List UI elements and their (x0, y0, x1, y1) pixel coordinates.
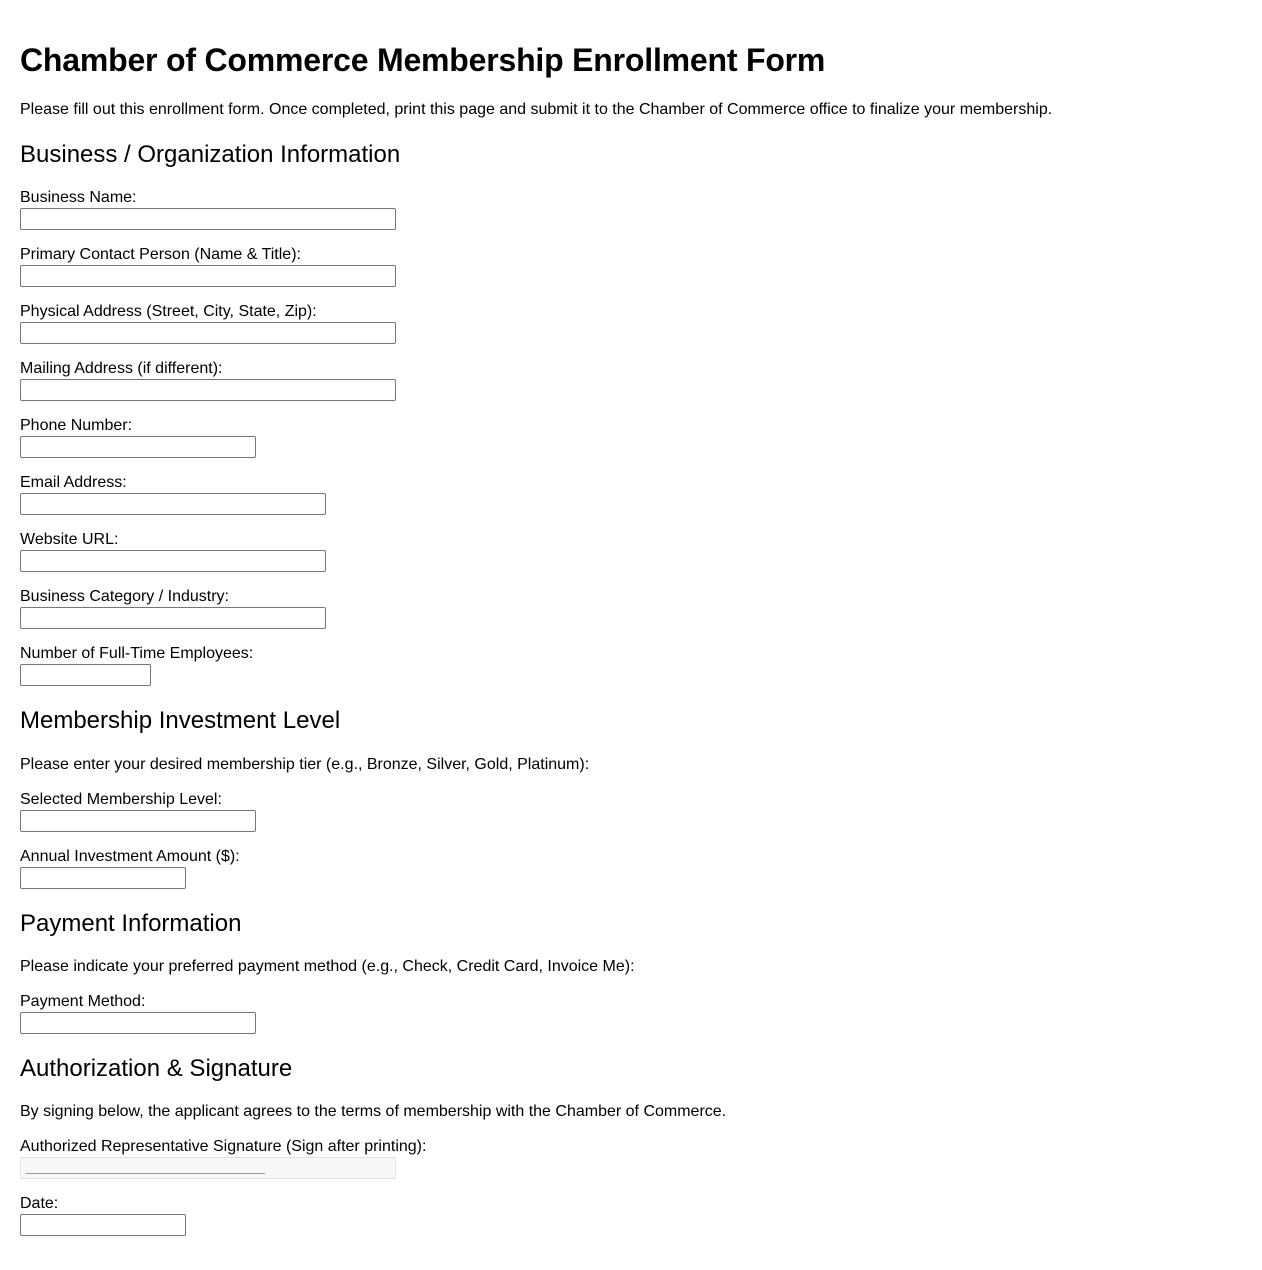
business-name-label: Business Name: (20, 189, 137, 206)
authorization-note: By signing below, the applicant agrees to the terms of membership with the Chamber of Commerce. (20, 1103, 727, 1120)
employees-input[interactable] (20, 664, 151, 686)
investment-amount-input[interactable] (20, 867, 186, 889)
field-date (20, 1194, 1242, 1236)
employees-label: Number of Full-Time Employees: (20, 645, 254, 662)
section-heading-payment: Payment Information (20, 910, 242, 937)
section-heading-membership: Membership Investment Level (20, 707, 341, 734)
investment-amount-label: Annual Investment Amount ($): (20, 848, 240, 865)
business-name-input[interactable] (20, 208, 396, 230)
signature-line (26, 1173, 265, 1174)
section-heading-authorization: Authorization & Signature (20, 1055, 293, 1082)
field-payment-method (20, 992, 1242, 1034)
field-category (20, 587, 1242, 629)
field-signature (20, 1137, 1242, 1179)
field-website (20, 530, 1242, 572)
field-primary-contact (20, 245, 1242, 287)
field-investment-amount (20, 847, 1242, 889)
website-input[interactable] (20, 550, 326, 572)
field-mailing-address (20, 359, 1242, 401)
primary-contact-label: Primary Contact Person (Name & Title): (20, 246, 301, 263)
primary-contact-input[interactable] (20, 265, 396, 287)
payment-method-input[interactable] (20, 1012, 256, 1034)
physical-address-input[interactable] (20, 322, 396, 344)
mailing-address-input[interactable] (20, 379, 396, 401)
membership-level-label: Selected Membership Level: (20, 791, 222, 808)
signature-label: Authorized Representative Signature (Sign after printing): (20, 1138, 427, 1155)
date-label: Date: (20, 1195, 59, 1212)
email-input[interactable] (20, 493, 326, 515)
email-label: Email Address: (20, 474, 127, 491)
phone-label: Phone Number: (20, 417, 133, 434)
section-heading-business: Business / Organization Information (20, 141, 401, 168)
payment-method-label: Payment Method: (20, 993, 146, 1010)
mailing-address-label: Mailing Address (if different): (20, 360, 223, 377)
field-business-name (20, 188, 1242, 230)
form-intro: Please fill out this enrollment form. Once completed, print this page and submit it to the Chamber of Commerce office to finalize your membership. (20, 101, 1053, 118)
category-label: Business Category / Industry: (20, 588, 229, 605)
phone-input[interactable] (20, 436, 256, 458)
category-input[interactable] (20, 607, 326, 629)
field-email (20, 473, 1242, 515)
date-input[interactable] (20, 1214, 186, 1236)
field-phone (20, 416, 1242, 458)
field-employees (20, 644, 1242, 686)
website-label: Website URL: (20, 531, 119, 548)
page-title: Chamber of Commerce Membership Enrollment Form (20, 42, 826, 78)
membership-note: Please enter your desired membership tier (e.g., Bronze, Silver, Gold, Platinum): (20, 756, 590, 773)
membership-level-input[interactable] (20, 810, 256, 832)
physical-address-label: Physical Address (Street, City, State, Zip): (20, 303, 317, 320)
payment-note: Please indicate your preferred payment method (e.g., Check, Credit Card, Invoice Me): (20, 958, 635, 975)
signature-box (20, 1157, 396, 1179)
field-membership-level (20, 790, 1242, 832)
field-physical-address (20, 302, 1242, 344)
